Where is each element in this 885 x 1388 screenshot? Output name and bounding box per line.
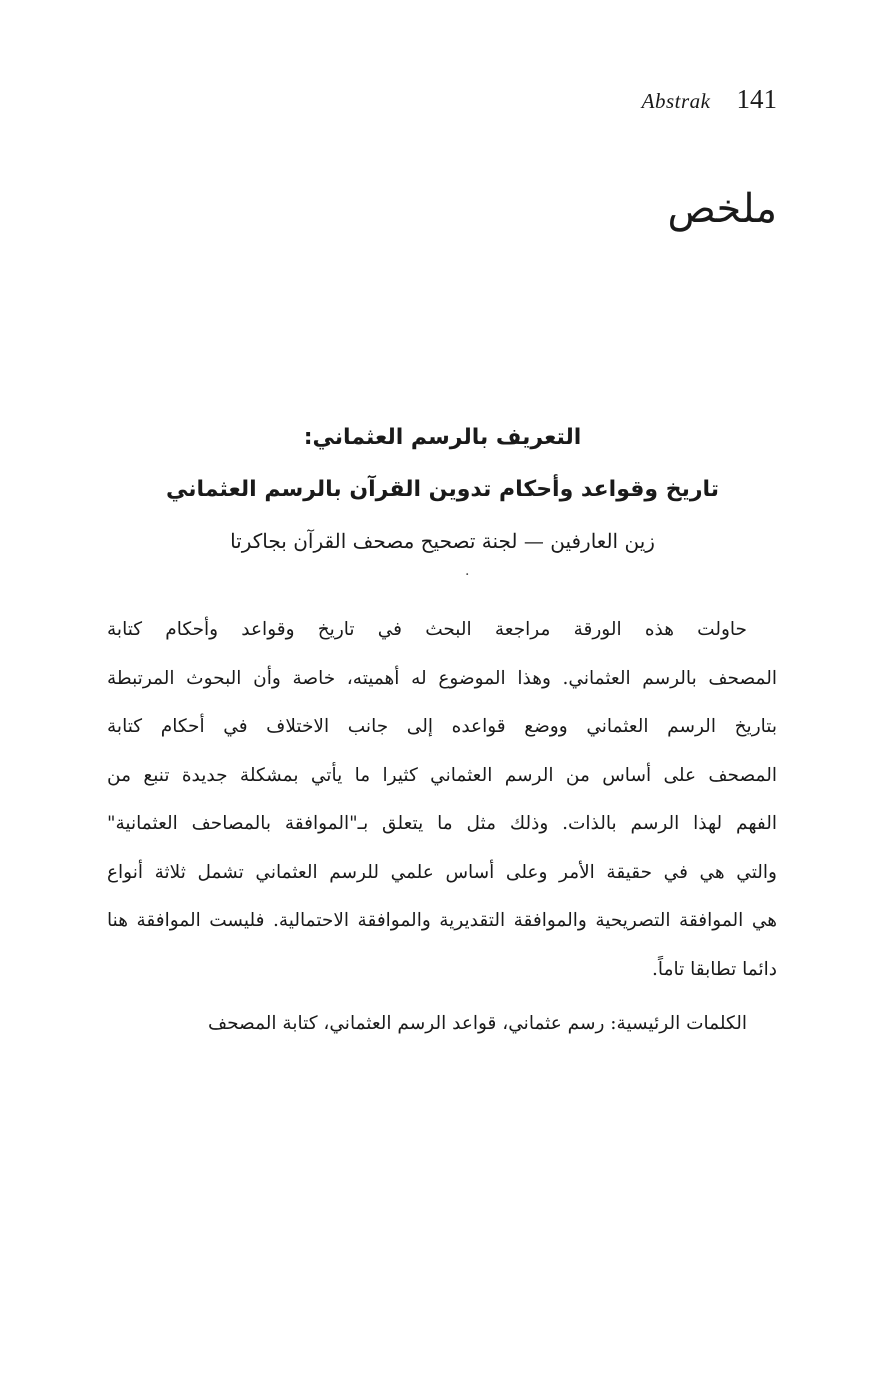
keywords-line [107,1000,777,1048]
page-number: 141 [736,84,777,114]
abstract-line: المصحف على أساس من الرسم العثماني كثيرا ما يأتي بمشكلة جديدة تنبع من [107,764,777,786]
decorative-dot: · [465,567,470,583]
article-subtitle: تاريخ وقواعد وأحكام تدوين القرآن بالرسم العثماني [165,477,720,502]
abstract-line: المصحف بالرسم العثماني. وهذا الموضوع له أهميته، خاصة وأن البحوث المرتبطة [107,667,777,689]
abstract-line: حاولت هذه الورقة مراجعة البحث في تاريخ وقواعد وأحكام كتابة [107,619,747,640]
article-title: التعريف بالرسم العثماني: [303,425,582,450]
running-title: Abstrak [641,89,711,113]
keywords-label: الكلمات الرئيسية: [610,1013,747,1034]
keywords-values: رسم عثماني، قواعد الرسم العثماني، كتابة المصحف [207,1013,605,1034]
section-title: ملخص [667,186,777,232]
abstract-line: الفهم لهذا الرسم بالذات. وذلك مثل ما يتعلق بـ"الموافقة بالمصاحف العثمانية" [107,813,777,834]
running-header [642,84,777,115]
abstract-line: بتاريخ الرسم العثماني ووضع قواعده إلى جانب الاختلاف في أحكام كتابة [107,716,777,737]
article-heading [110,412,775,566]
abstract-line: دائما تطابقا تاماً. [652,958,777,980]
abstract-line: والتي هي في حقيقة الأمر وعلى أساس علمي للرسم العثماني تشمل ثلاثة أنواع [107,861,777,883]
article-author: زين العارفين — لجنة تصحيح مصحف القرآن بجاكرتا [230,529,655,553]
abstract-body [107,606,777,994]
abstract-line: هي الموافقة التصريحية والموافقة التقديرية والموافقة الاحتمالية. فليست الموافقة هنا [107,910,777,931]
